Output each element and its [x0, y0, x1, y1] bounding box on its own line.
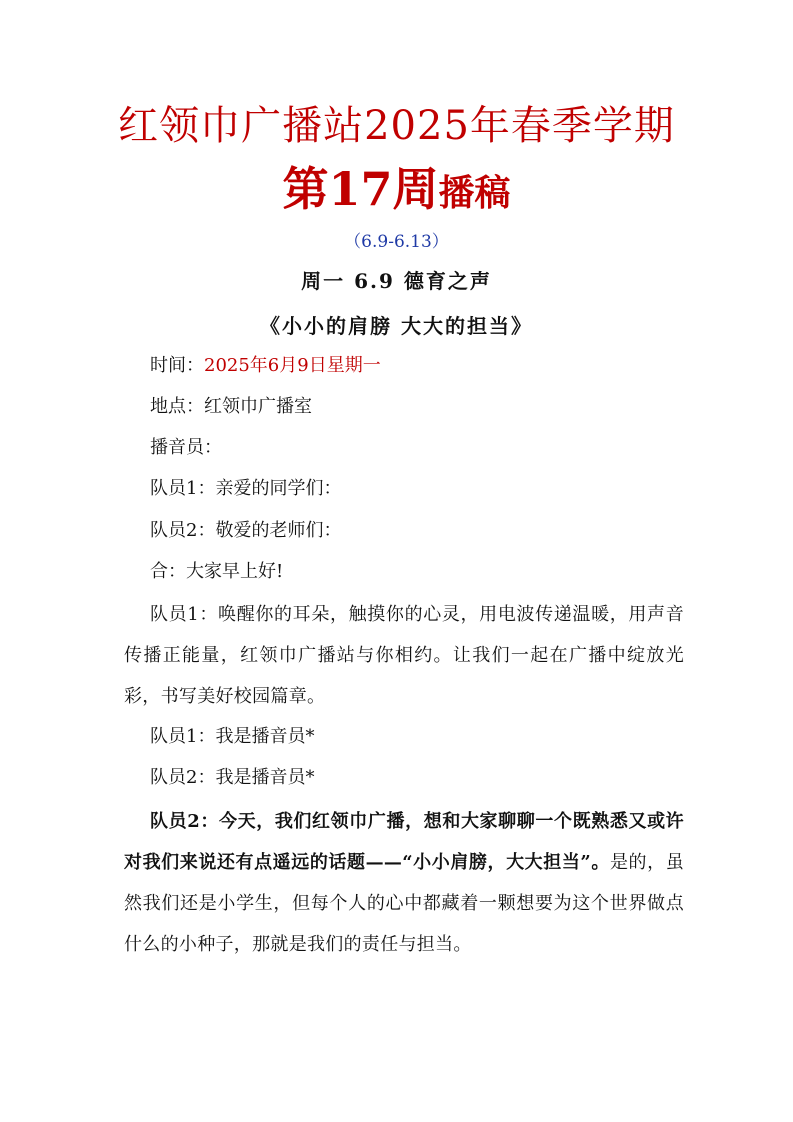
- paragraph-bold-part: 队员2：今天，我们红领巾广播，想和大家聊聊一个既熟悉又或许对我们来说还有点遥远的话题——“小小肩膀，大大担当”。: [124, 811, 684, 873]
- place-line: 地点：红领巾广播室: [150, 396, 312, 417]
- script-line: 队员1：我是播音员*: [150, 726, 315, 747]
- script-line: 队员1：亲爱的同学们：: [150, 478, 342, 499]
- week-suffix: 播稿: [438, 172, 511, 214]
- program-title: 《小小的肩膀 大大的担当》: [260, 314, 533, 338]
- script-paragraph: 队员1：唤醒你的耳朵，触摸你的心灵，用电波传递温暖，用声音传播正能量，红领巾广播站与你相约。让我们一起在广播中绽放光彩，书写美好校园篇章。: [124, 604, 684, 707]
- paragraph-rest: 是的，虽然我们还是小学生，但每个人的心中都藏着一颗想要为这个世界做点什么的小种子，那就是我们的责任与担当。: [124, 852, 684, 955]
- time-line: [150, 351, 381, 381]
- week-title: [0, 158, 793, 231]
- time-value: 2025年6月9日星期一: [204, 355, 381, 376]
- script-line: 队员2：我是播音员*: [150, 767, 315, 788]
- script-line: 合：大家早上好!: [150, 561, 284, 582]
- date-range: （6.9-6.13）: [344, 232, 449, 252]
- announcer-line: 播音员：: [150, 437, 222, 458]
- day-theme-heading: 周一 6.9 德育之声: [301, 269, 492, 293]
- script-paragraph: [124, 801, 684, 965]
- document-title: 红领巾广播站2025年春季学期: [118, 103, 675, 149]
- script-line: 队员2：敬爱的老师们：: [150, 520, 342, 541]
- time-label: 时间：: [150, 355, 204, 376]
- week-number: 第17周: [282, 162, 439, 216]
